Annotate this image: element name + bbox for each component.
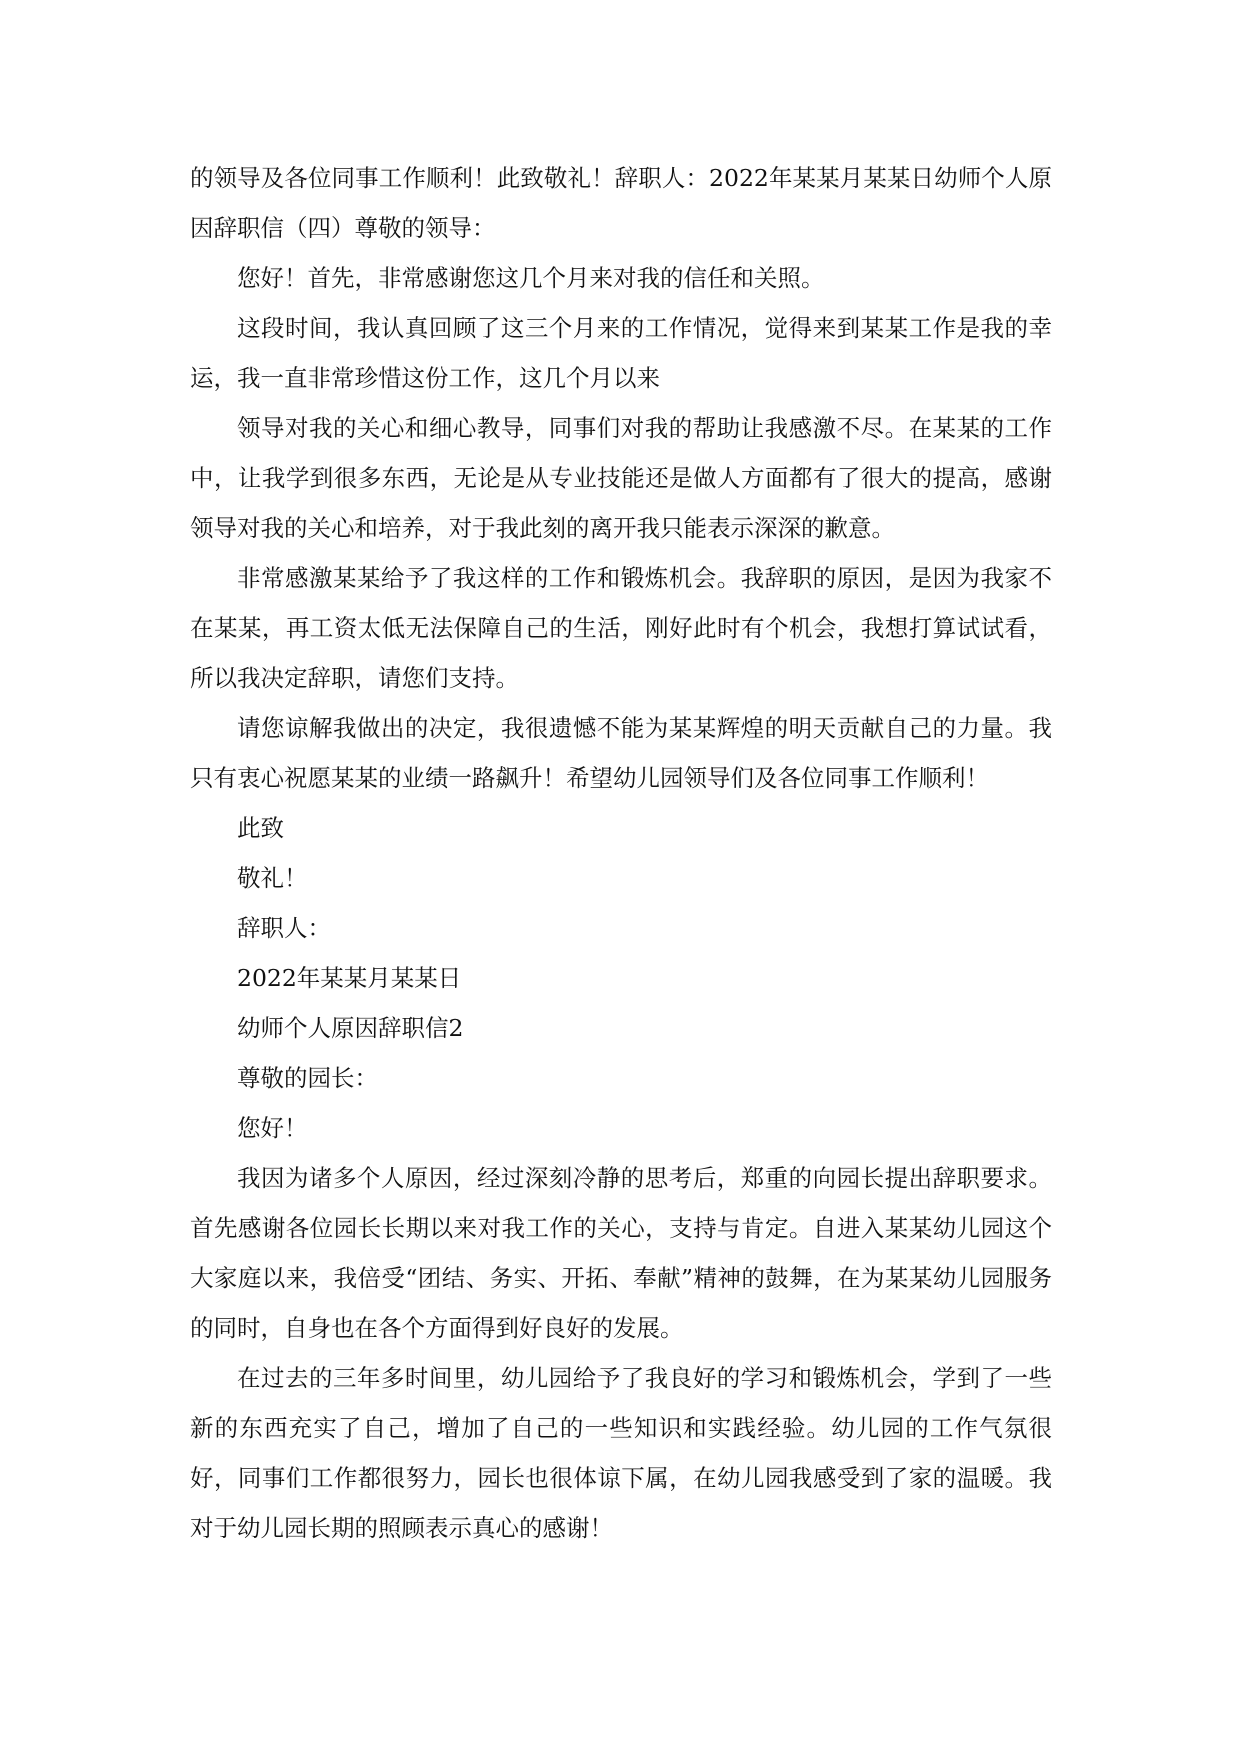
paragraph-greeting: 您好！首先，非常感谢您这几个月来对我的信任和关照。 (237, 264, 825, 292)
paragraph-wishes: 请您谅解我做出的决定，我很遗憾不能为某某辉煌的明天贡献自己的力量。我只有衷心祝愿某某的业绩一路飙升！希望幼儿园领导们及各位同事工作顺利！ (190, 714, 1052, 792)
salutation: 尊敬的园长： (237, 1064, 378, 1092)
signature-label: 辞职人： (237, 914, 331, 942)
paragraph-resignation-request: 我因为诸多个人原因，经过深刻冷静的思考后，郑重的向园长提出辞职要求。首先感谢各位园长长期以来对我工作的关心，支持与肯定。自进入某某幼儿园这个大家庭以来，我倍受“团结、务实、开拓、奉献”精神的鼓舞，在为某某幼儿园服务的同时，自身也在各个方面得到好良好的发展。 (190, 1164, 1052, 1342)
paragraph-reason: 非常感激某某给予了我这样的工作和锻炼机会。我辞职的原因，是因为我家不在某某，再工资太低无法保障自己的生活，刚好此时有个机会，我想打算试试看，所以我决定辞职，请您们支持。 (190, 564, 1052, 692)
paragraph-review: 这段时间，我认真回顾了这三个月来的工作情况，觉得来到某某工作是我的幸运，我一直非常珍惜这份工作，这几个月以来 (190, 314, 1052, 392)
paragraph-gratitude: 领导对我的关心和细心教导，同事们对我的帮助让我感激不尽。在某某的工作中，让我学到很多东西，无论是从专业技能还是做人方面都有了很大的提高，感谢领导对我的关心和培养，对于我此刻的离开我只能表示深深的歉意。 (190, 414, 1052, 542)
closing-line-2: 敬礼！ (237, 864, 308, 892)
greeting: 您好！ (237, 1114, 308, 1142)
letter-title: 幼师个人原因辞职信2 (237, 1014, 464, 1042)
paragraph-experience: 在过去的三年多时间里，幼儿园给予了我良好的学习和锻炼机会，学到了一些新的东西充实了自己，增加了自己的一些知识和实践经验。幼儿园的工作气氛很好，同事们工作都很努力，园长也很体谅下属，在幼儿园我感受到了家的温暖。我对于幼儿园长期的照顾表示真心的感谢！ (190, 1364, 1052, 1542)
paragraph-intro: 的领导及各位同事工作顺利！此致敬礼！辞职人：2022年某某月某某日幼师个人原因辞职信（四）尊敬的领导： (190, 164, 1052, 242)
signature-date: 2022年某某月某某日 (237, 964, 462, 992)
document-page (190, 153, 1052, 1553)
closing-line-1: 此致 (237, 814, 284, 842)
